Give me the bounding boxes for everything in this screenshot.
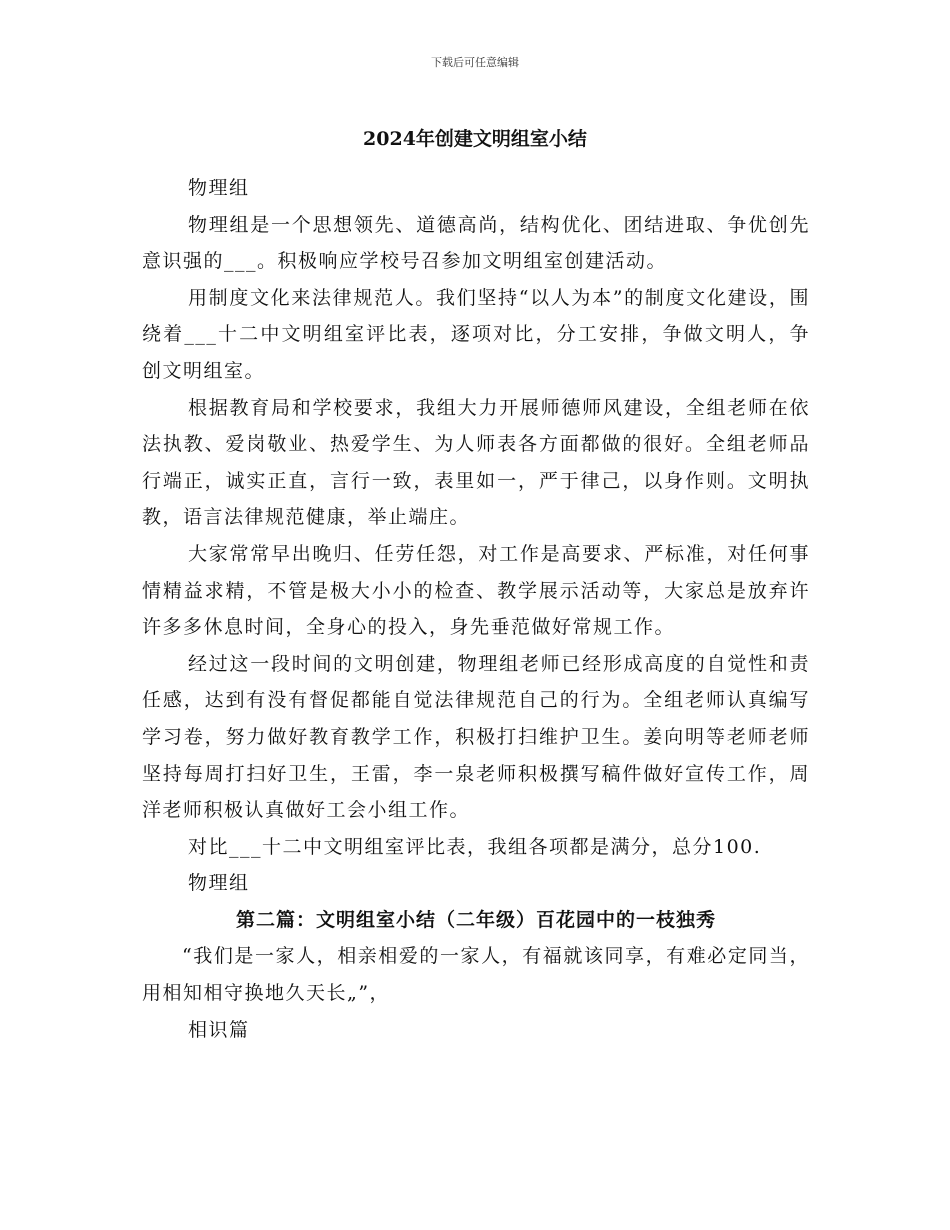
paragraph-dedication: 大家常常早出晚归、任劳任怨，对工作是高要求、严标准，对任何事情精益求精，不管是极大小小的检查、教学展示活动等，大家总是放弃许许多多休息时间，全身心的投入，身先垂范做好常规工作。	[142, 542, 810, 639]
paragraph-results: 经过这一段时间的文明创建，物理组老师已经形成高度的自觉性和责任感，达到有没有督促都能自觉法律规范自己的行为。全组老师认真编写学习卷，努力做好教育教学工作，积极打扫维护卫生。姜向明等老师老师坚持每周打扫好卫生，王雷，李一泉老师积极撰写稿件做好宣传工作，周洋老师积极认真做好工会小组工作。	[142, 652, 810, 822]
paragraph-score: 对比___十二中文明组室评比表，我组各项都是满分，总分100.	[188, 835, 762, 858]
header-note: 下载后可任意编辑	[431, 56, 519, 69]
paragraph-intro: 物理组是一个思想领先、道德高尚，结构优化、团结进取、争优创先意识强的___。积极响应学校号召参加文明组室创建活动。	[142, 213, 810, 273]
section2-quote: “我们是一家人，相亲相爱的一家人，有福就该同享，有难必定同当，用相知相守换地久天长„”，	[142, 945, 810, 1005]
paragraph-ethics: 根据教育局和学校要求，我组大力开展师德师风建设，全组老师在依法执教、爱岗敬业、热爱学生、为人师表各方面都做的很好。全组老师品行端正，诚实正直，言行一致，表里如一，严于律己，以身作则。文明执教，语言法律规范健康，举止端庄。	[142, 396, 810, 529]
paragraph-system-culture: 用制度文化来法律规范人。我们坚持“以人为本”的制度文化建设，围绕着___十二中文明组室评比表，逐项对比，分工安排，争做文明人，争创文明组室。	[142, 286, 810, 382]
section2-title: 第二篇：文明组室小结（二年级）百花园中的一枝独秀	[235, 908, 716, 931]
document-title: 2024年创建文明组室小结	[363, 128, 587, 150]
group-label: 物理组	[188, 177, 250, 199]
document-body	[142, 170, 810, 1048]
signature-group: 物理组	[188, 872, 250, 895]
section2-subheading: 相识篇	[188, 1018, 250, 1041]
